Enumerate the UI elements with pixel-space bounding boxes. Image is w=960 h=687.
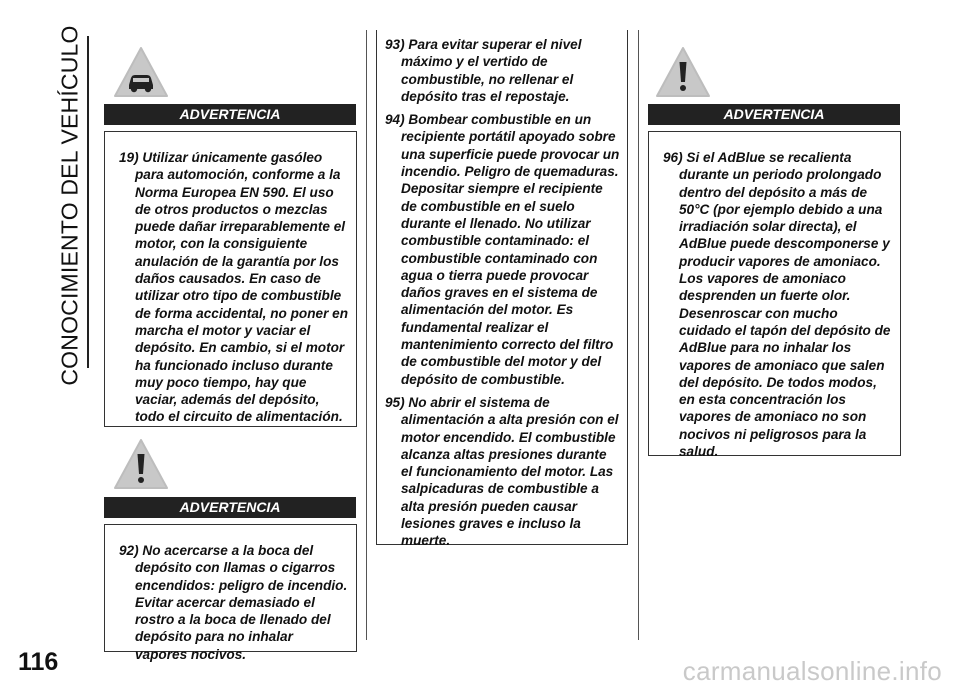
column-divider (366, 30, 367, 640)
car-caution-icon (112, 44, 170, 102)
notes-box (376, 30, 628, 549)
exclamation-icon (654, 44, 712, 102)
warning-header: ADVERTENCIA (648, 104, 900, 125)
warning-text: 19) Utilizar únicamente gasóleo para automoción, conforme a la Norma Europea EN 590. El uso de otros productos o mezclas puede dañar irreparablemente el motor, con la consiguiente anulación de la garantía por los daños causados. En caso de utilizar otro tipo de combustible de forma accidental, no poner en marcha el motor y vaciar el depósito. En cambio, si el motor ha funcionado incluso durante muy poco tiempo, hay que vaciar, además del depósito, todo el circuito de alimentación. (119, 150, 349, 425)
note-text: 95) No abrir el sistema de alimentación a alta presión con el motor encendido. El combustible alcanza altas presiones durante el funcionamiento del motor. Las salpicaduras de combustible a alta presión pueden causar lesiones graves e incluso la muerte. (385, 394, 619, 549)
note-text: 93) Para evitar superar el nivel máximo y el vertido de combustible, no rellenar el depósito tras el repostaje. (385, 37, 582, 104)
page-number: 116 (18, 648, 59, 676)
section-divider (87, 36, 89, 368)
warning-box (104, 131, 357, 427)
watermark: carmanualsonline.info (682, 656, 942, 686)
note-text: 94) Bombear combustible en un recipiente portátil apoyado sobre una superficie puede provocar un incendio. Peligro de quemaduras. Depositar siempre el recipiente de combustible en el suelo durante el llenado. No utilizar combustible contaminado: el combustible contaminado con agua o tierra puede provocar daños graves en el sistema de alimentación del motor. Es fundamental realizar el mantenimiento correcto del filtro de combustible del motor y del depósito de combustible. (385, 112, 620, 387)
warning-box (104, 524, 357, 662)
warning-text: 96) Si el AdBlue se recalienta durante un periodo prolongado dentro del depósito a más de 50°C (por ejemplo debido a una irradiación solar directa), el AdBlue puede descomponerse y producir vapores de amoniaco. Los vapores de amoniaco desprenden un fuerte olor. Desenroscar con mucho cuidado el tapón del depósito de AdBlue para no inhalar los vapores de amoniaco que salen del depósito. De todos modos, en esta concentración los vapores de amoniaco no son nocivos ni peligrosos para la salud. (663, 150, 891, 460)
exclamation-icon (112, 436, 170, 494)
warning-header: ADVERTENCIA (104, 104, 356, 125)
warning-header: ADVERTENCIA (104, 497, 356, 518)
section-title: CONOCIMIENTO DEL VEHÍCULO (56, 24, 83, 386)
column-divider (638, 30, 639, 640)
warning-text: 92) No acercarse a la boca del depósito con llamas o cigarros encendidos: peligro de incendio. Evitar acercar demasiado el rostro a la boca de llenado del depósito para no inhalar vapores nocivos. (119, 543, 348, 662)
warning-box (648, 131, 901, 460)
